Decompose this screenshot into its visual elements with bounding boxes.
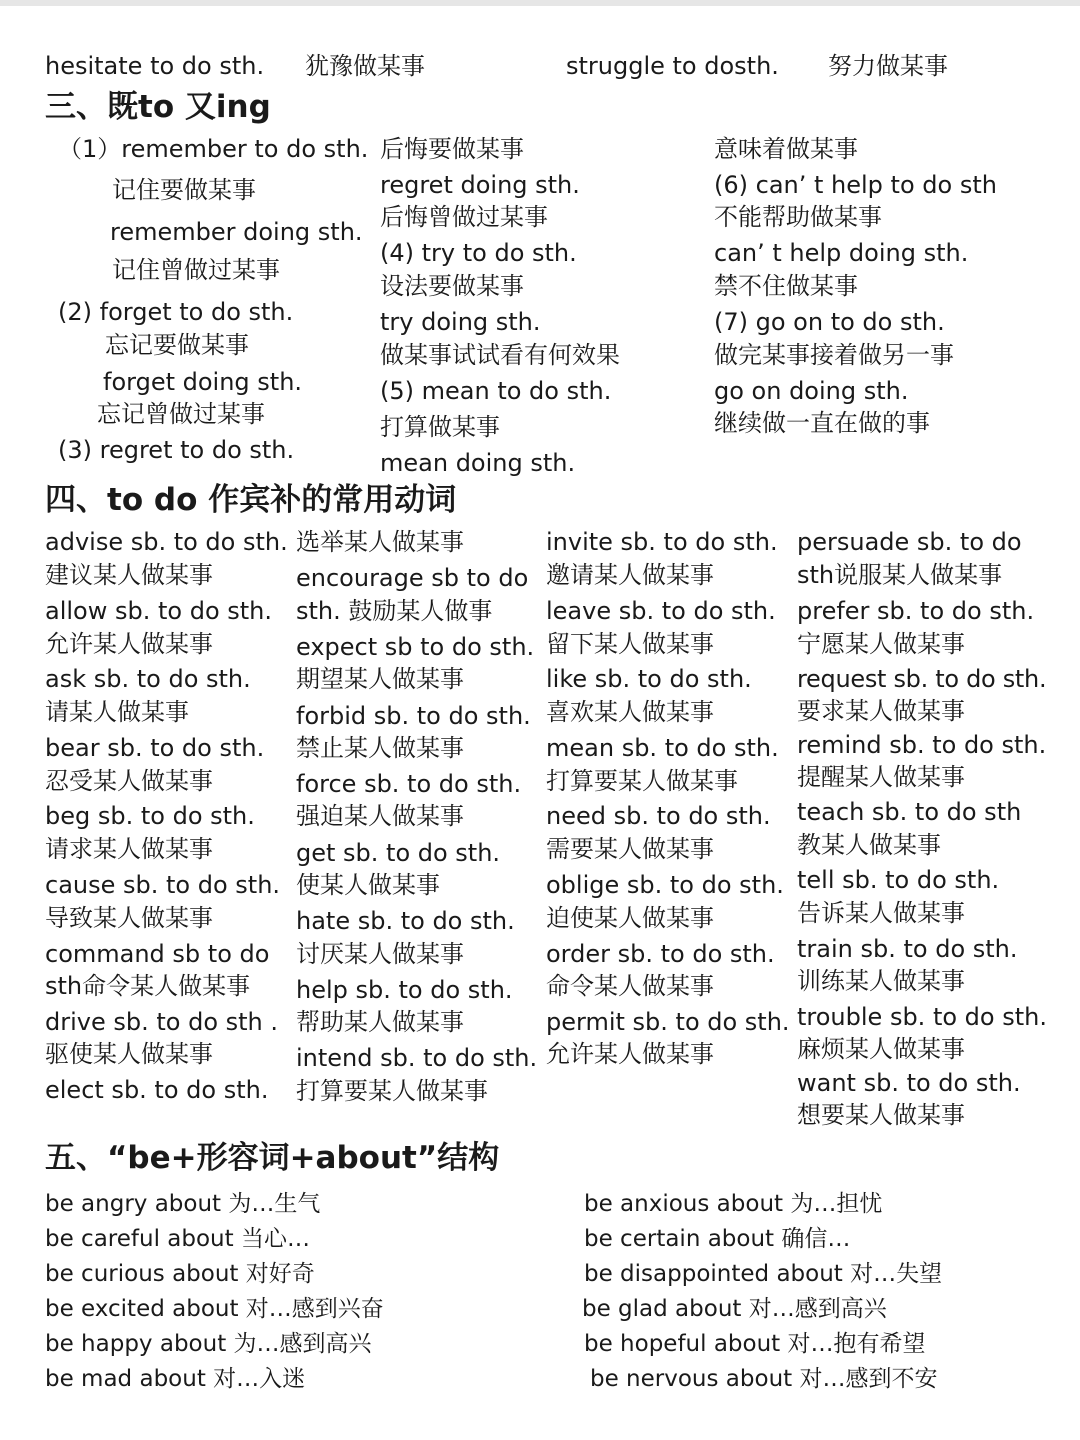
s3-col1-line: 忘记曾做过某事 xyxy=(97,400,265,428)
top-item-2-cn: 努力做某事 xyxy=(828,52,948,80)
s4-col4-line: persuade sb. to do xyxy=(797,528,1022,556)
s3-col1-line: （1）remember to do sth. xyxy=(58,135,369,163)
s3-col3-line: 不能帮助做某事 xyxy=(714,203,882,231)
s4-col4-line: 宁愿某人做某事 xyxy=(797,630,965,658)
s4-col2-line: sth. 鼓励某人做事 xyxy=(296,597,493,625)
s4-col4-line: 训练某人做某事 xyxy=(797,967,965,995)
s3-col2-line: try doing sth. xyxy=(380,308,541,336)
s3-col1-line: (3) regret to do sth. xyxy=(58,436,295,464)
s4-col2-line: 禁止某人做某事 xyxy=(296,734,464,762)
s3-col3-line: 禁不住做某事 xyxy=(714,272,858,300)
s4-col2-line: 帮助某人做某事 xyxy=(296,1008,464,1036)
s4-col1-line: drive sb. to do sth . xyxy=(45,1008,279,1036)
s4-col1-line: ask sb. to do sth. xyxy=(45,665,251,693)
s4-col3-line: 喜欢某人做某事 xyxy=(546,698,714,726)
s4-col1-line: 请某人做某事 xyxy=(45,698,189,726)
s4-col4-line: 教某人做某事 xyxy=(797,831,941,859)
s4-col3-line: 打算要某人做某事 xyxy=(546,767,738,795)
s4-col1-line: 忍受某人做某事 xyxy=(45,767,213,795)
s4-col1-line: cause sb. to do sth. xyxy=(45,871,281,899)
s3-col3-line: 继续做一直在做的事 xyxy=(714,409,930,437)
s4-col4-line: 想要某人做某事 xyxy=(797,1101,965,1129)
s4-col2-line: get sb. to do sth. xyxy=(296,839,501,867)
s4-col2-line: hate sb. to do sth. xyxy=(296,907,515,935)
s4-col3-line: need sb. to do sth. xyxy=(546,802,771,830)
s4-col1-line: 建议某人做某事 xyxy=(45,561,213,589)
top-item-1-en: hesitate to do sth. xyxy=(45,52,265,80)
s4-col4-line: prefer sb. to do sth. xyxy=(797,597,1035,625)
s4-col4-line: 麻烦某人做某事 xyxy=(797,1035,965,1063)
s4-col3-line: 允许某人做某事 xyxy=(546,1040,714,1068)
s3-col1-line: forget doing sth. xyxy=(103,368,303,396)
s4-col2-line: 讨厌某人做某事 xyxy=(296,940,464,968)
s4-col4-line: remind sb. to do sth. xyxy=(797,731,1047,759)
s3-col3-line: 意味着做某事 xyxy=(714,135,858,163)
s4-col3-line: oblige sb. to do sth. xyxy=(546,871,784,899)
s3-col2-line: mean doing sth. xyxy=(380,449,576,477)
s4-col3-line: permit sb. to do sth. xyxy=(546,1008,790,1036)
s5-left-line: be mad about 对…入迷 xyxy=(45,1366,306,1392)
s4-col3-line: 邀请某人做某事 xyxy=(546,561,714,589)
s3-col2-line: 后悔曾做过某事 xyxy=(380,203,548,231)
section-4-heading: 四、to do 作宾补的常用动词 xyxy=(45,482,457,518)
s3-col2-line: (5) mean to do sth. xyxy=(380,377,612,405)
s3-col1-line: (2) forget to do sth. xyxy=(58,298,294,326)
s4-col3-line: 命令某人做某事 xyxy=(546,972,714,1000)
s3-col2-line: (4) try to do sth. xyxy=(380,239,577,267)
s3-col3-line: (7) go on to do sth. xyxy=(714,308,945,336)
s4-col1-line: advise sb. to do sth. xyxy=(45,528,288,556)
s4-col1-line: 允许某人做某事 xyxy=(45,630,213,658)
s5-left-line: be curious about 对好奇 xyxy=(45,1261,315,1287)
s4-col2-line: 期望某人做某事 xyxy=(296,665,464,693)
s3-col1-line: 忘记要做某事 xyxy=(105,331,249,359)
s3-col2-line: 设法要做某事 xyxy=(380,272,524,300)
s4-col2-line: 使某人做某事 xyxy=(296,871,440,899)
s4-col3-line: 需要某人做某事 xyxy=(546,835,714,863)
s5-left-line: be excited about 对…感到兴奋 xyxy=(45,1296,384,1322)
s4-col1-line: beg sb. to do sth. xyxy=(45,802,255,830)
s4-col1-line: 请求某人做某事 xyxy=(45,835,213,863)
s4-col2-line: help sb. to do sth. xyxy=(296,976,513,1004)
s3-col3-line: 做完某事接着做另一事 xyxy=(714,341,954,369)
s4-col2-line: forbid sb. to do sth. xyxy=(296,702,531,730)
s4-col1-line: elect sb. to do sth. xyxy=(45,1076,269,1104)
s4-col2-line: force sb. to do sth. xyxy=(296,770,522,798)
top-border xyxy=(0,0,1080,6)
s4-col3-line: 迫使某人做某事 xyxy=(546,904,714,932)
s5-left-line: be careful about 当心… xyxy=(45,1226,310,1252)
s4-col3-line: invite sb. to do sth. xyxy=(546,528,778,556)
s4-col3-line: leave sb. to do sth. xyxy=(546,597,776,625)
s3-col1-line: 记住要做某事 xyxy=(112,176,256,204)
s3-col2-line: 后悔要做某事 xyxy=(380,135,524,163)
s4-col4-line: 告诉某人做某事 xyxy=(797,899,965,927)
s4-col2-line: expect sb to do sth. xyxy=(296,633,535,661)
s3-col1-line: remember doing sth. xyxy=(110,218,363,246)
s5-right-line: be hopeful about 对…抱有希望 xyxy=(584,1331,926,1357)
s5-right-line: be certain about 确信… xyxy=(584,1226,851,1252)
s3-col3-line: (6) can’ t help to do sth xyxy=(714,171,997,199)
s4-col2-line: intend sb. to do sth. xyxy=(296,1044,538,1072)
s5-right-line: be glad about 对…感到高兴 xyxy=(582,1296,887,1322)
s3-col2-line: 做某事试试看有何效果 xyxy=(380,341,620,369)
s4-col4-line: trouble sb. to do sth. xyxy=(797,1003,1047,1031)
section-3-heading: 三、既to 又ing xyxy=(45,89,271,125)
s4-col3-line: 留下某人做某事 xyxy=(546,630,714,658)
s3-col2-line: 打算做某事 xyxy=(380,413,500,441)
s4-col4-line: train sb. to do sth. xyxy=(797,935,1018,963)
s5-left-line: be angry about 为…生气 xyxy=(45,1191,321,1217)
s3-col3-line: can’ t help doing sth. xyxy=(714,239,969,267)
s4-col2-line: 打算要某人做某事 xyxy=(296,1077,488,1105)
s4-col3-line: like sb. to do sth. xyxy=(546,665,752,693)
s4-col4-line: sth说服某人做某事 xyxy=(797,561,1003,589)
s4-col2-line: 选举某人做某事 xyxy=(296,528,464,556)
s5-right-line: be disappointed about 对…失望 xyxy=(584,1261,943,1287)
s4-col2-line: 强迫某人做某事 xyxy=(296,802,464,830)
s4-col1-line: command sb to do xyxy=(45,940,270,968)
s4-col1-line: 驱使某人做某事 xyxy=(45,1040,213,1068)
s4-col4-line: want sb. to do sth. xyxy=(797,1069,1021,1097)
s4-col1-line: bear sb. to do sth. xyxy=(45,734,265,762)
s4-col4-line: request sb. to do sth. xyxy=(797,665,1047,693)
s4-col1-line: allow sb. to do sth. xyxy=(45,597,273,625)
s4-col3-line: mean sb. to do sth. xyxy=(546,734,779,762)
s3-col2-line: regret doing sth. xyxy=(380,171,580,199)
s4-col3-line: order sb. to do sth. xyxy=(546,940,775,968)
s5-left-line: be happy about 为…感到高兴 xyxy=(45,1331,372,1357)
s4-col4-line: teach sb. to do sth xyxy=(797,798,1022,826)
s3-col3-line: go on doing sth. xyxy=(714,377,909,405)
s4-col1-line: sth命令某人做某事 xyxy=(45,972,251,1000)
s3-col1-line: 记住曾做过某事 xyxy=(112,256,280,284)
s4-col1-line: 导致某人做某事 xyxy=(45,904,213,932)
top-item-1-cn: 犹豫做某事 xyxy=(305,52,425,80)
top-item-2-en: struggle to dosth. xyxy=(566,52,779,80)
s4-col4-line: 提醒某人做某事 xyxy=(797,763,965,791)
s5-right-line: be nervous about 对…感到不安 xyxy=(590,1366,938,1392)
section-5-heading: 五、“be+形容词+about”结构 xyxy=(45,1140,500,1176)
s4-col2-line: encourage sb to do xyxy=(296,564,529,592)
s4-col4-line: 要求某人做某事 xyxy=(797,697,965,725)
s5-right-line: be anxious about 为…担忧 xyxy=(584,1191,883,1217)
s4-col4-line: tell sb. to do sth. xyxy=(797,866,1000,894)
